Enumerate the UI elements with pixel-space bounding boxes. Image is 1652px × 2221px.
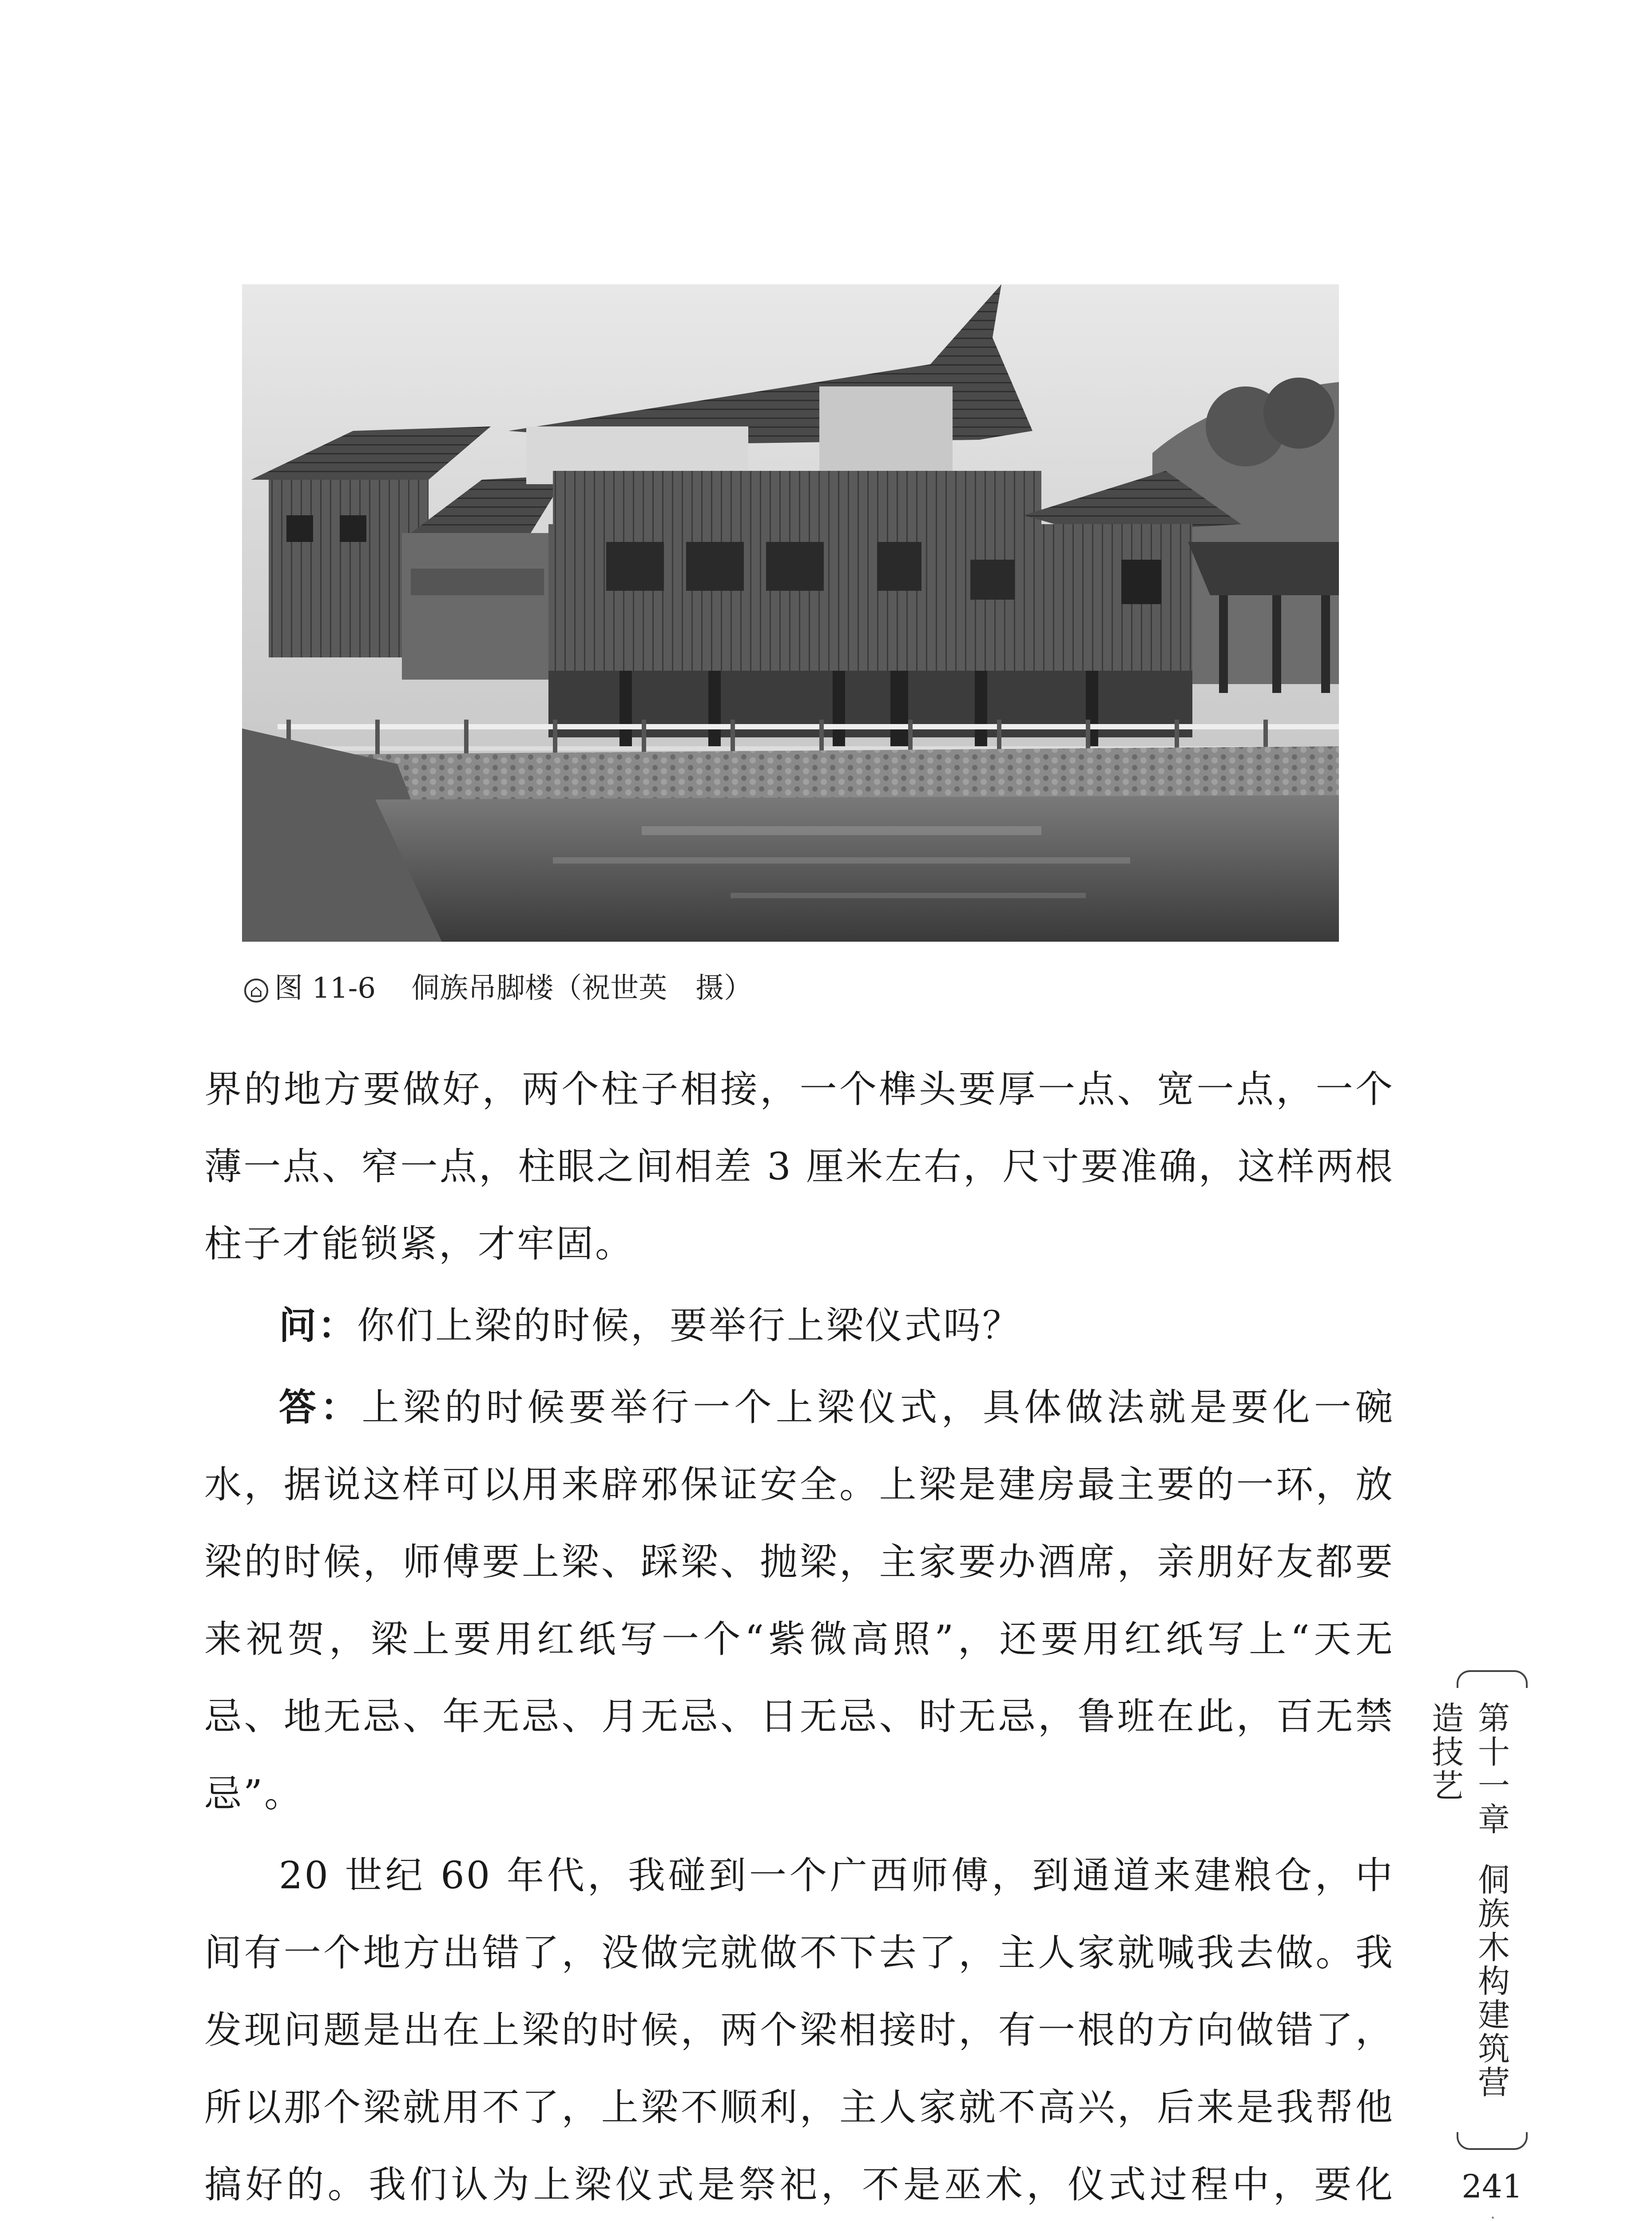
page-number: 241 [1461, 2168, 1523, 2205]
paragraph-question [204, 1287, 1394, 1364]
body-text [204, 1051, 1394, 2221]
bracket-bottom [1457, 2132, 1528, 2150]
paragraph-1 [204, 1051, 1394, 1282]
figure-title: 侗族吊脚楼（祝世英 摄） [411, 972, 753, 1005]
figure-number: 图 11-6 [274, 972, 376, 1005]
question-label: 问： [279, 1303, 357, 1347]
answer-label: 答： [279, 1385, 362, 1429]
chapter-title: 侗族木构建筑营造技艺 [1426, 1701, 1510, 2099]
pond [375, 795, 1339, 942]
chapter-number: 第十一章 [1473, 1701, 1510, 1836]
paragraph-text: 上梁的时候要举行一个上梁仪式，具体做法就是要化一碗水，据说这样可以用来辟邪保证安全。上梁是建房最主要的一环，放梁的时候，师傅要上梁、踩梁、抛梁，主家要办酒席，亲朋好友都要来祝贺，梁上要用红纸写一个“紫微高照”，还要用红纸写上“天无忌、地无忌、年无忌、月无忌、日无忌、时无忌，鲁班在此，百无禁忌”。 [204, 1385, 1394, 1815]
fence-rail [278, 724, 1339, 729]
stilt-house-illustration [242, 284, 1339, 942]
chapter-vertical-text [1426, 1701, 1514, 2128]
figure-caption [244, 964, 752, 1013]
paragraph-answer [204, 1369, 1394, 1832]
dotted-margin-line [1492, 2217, 1494, 2221]
chapter-sidebar [1426, 1670, 1537, 2150]
paragraph-text: 你们上梁的时候，要举行上梁仪式吗？ [357, 1304, 1022, 1347]
photo-dong-stilt-house [242, 284, 1339, 942]
paragraph-text: 20 世纪 60 年代，我碰到一个广西师傅，到通道来建粮仓，中间有一个地方出错了，没做完就做不下去了，主人家就喊我去做。我发现问题是出在上梁的时候，两个梁相接时，有一根的方向做错了，所以那个梁就用不了，上梁不顺利，主人家就不高兴，后来是我帮他搞好的。我们认为上梁仪式是祭祀，不是巫术，仪式过程中，要化 [204, 1854, 1394, 2206]
paragraph-text: 界的地方要做好，两个柱子相接，一个榫头要厚一点、宽一点，一个薄一点、窄一点，柱眼之间相差 3 厘米左右，尺寸要准确，这样两根柱子才能锁紧，才牢固。 [204, 1067, 1394, 1266]
paragraph-4 [204, 1837, 1394, 2221]
bracket-top [1457, 1670, 1528, 1688]
floor-plan-icon: ⌂ [244, 979, 268, 1003]
